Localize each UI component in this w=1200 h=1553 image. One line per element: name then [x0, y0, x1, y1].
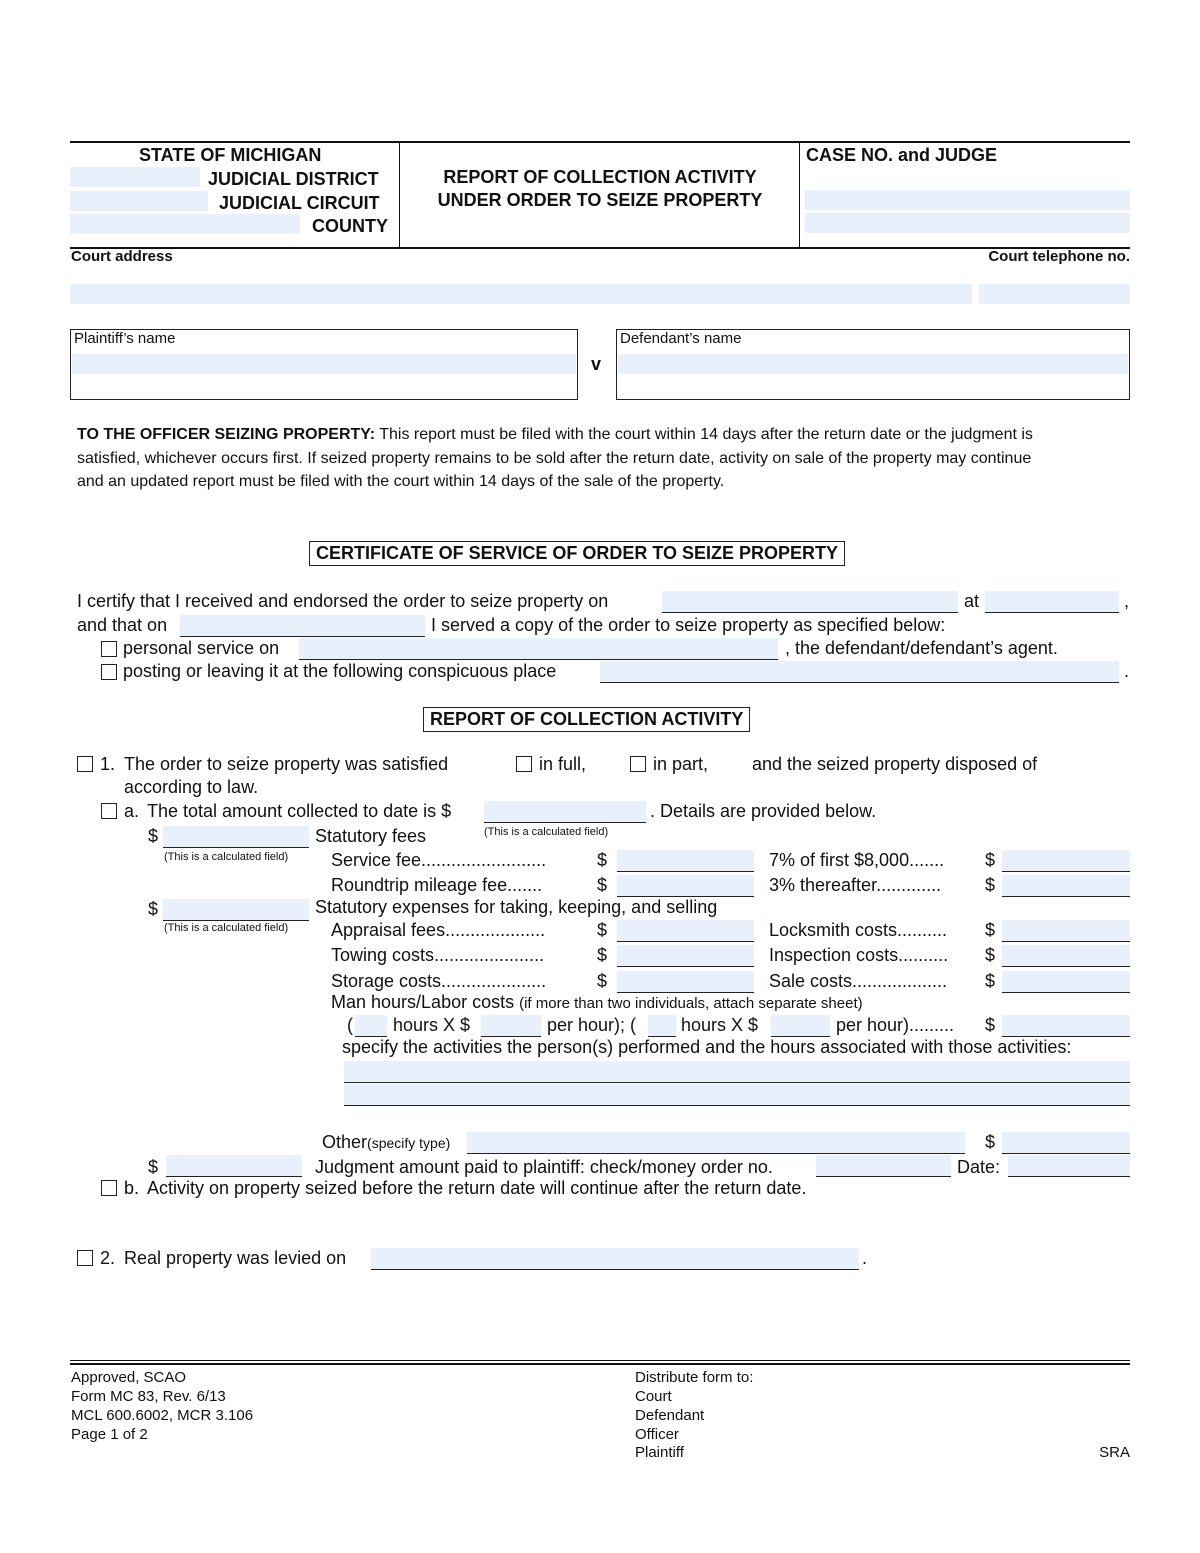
case-no-field[interactable]	[805, 190, 1130, 210]
court-address-label: Court address	[71, 248, 173, 265]
item2-checkbox[interactable]	[77, 1250, 93, 1266]
case-no-label: CASE NO. and JUDGE	[806, 145, 998, 165]
activities-field-2[interactable]	[344, 1084, 1130, 1106]
roundtrip-label: Roundtrip mileage fee.......	[331, 875, 543, 895]
statutory-fees-total-field[interactable]	[163, 826, 309, 848]
personal-service-label: personal service on	[123, 638, 280, 658]
county-field[interactable]	[70, 214, 300, 234]
seven-pct-field[interactable]	[1002, 850, 1130, 872]
man-hours-text: Man hours/Labor costs	[331, 992, 515, 1012]
appraisal-label: Appraisal fees....................	[331, 920, 546, 940]
hours-x-2: hours X $	[681, 1015, 759, 1035]
item2-tail: .	[862, 1248, 868, 1268]
cert-at-label: at	[964, 591, 980, 611]
service-fee-dollar: $	[597, 850, 608, 870]
footer-code: SRA	[1099, 1444, 1130, 1461]
rate-2-field[interactable]	[771, 1015, 830, 1037]
posting-checkbox[interactable]	[101, 664, 117, 680]
footer-mcl: MCL 600.6002, MCR 3.106	[71, 1407, 254, 1424]
instructions-line1	[77, 426, 1033, 444]
cert-comma: ,	[1124, 591, 1130, 611]
sale-label: Sale costs...................	[769, 971, 948, 991]
district-number-field[interactable]	[70, 167, 200, 187]
other-note: (specify type)	[367, 1135, 451, 1151]
in-part-checkbox[interactable]	[630, 756, 646, 772]
footer-dist-plaintiff: Plaintiff	[635, 1444, 684, 1461]
judgment-amount-field[interactable]	[166, 1155, 302, 1177]
judgment-label: Judgment amount paid to plaintiff: check/money order no.	[315, 1157, 773, 1177]
hours-1-field[interactable]	[355, 1015, 387, 1037]
total-collected-field[interactable]	[484, 801, 646, 823]
hours-2-field[interactable]	[648, 1015, 676, 1037]
hours-open-paren: (	[347, 1015, 353, 1035]
service-fee-label: Service fee.........................	[331, 850, 547, 870]
posting-tail: .	[1124, 661, 1130, 681]
statutory-fees-calc-note: (This is a calculated field)	[164, 851, 289, 863]
per-hour-2: per hour).........	[836, 1015, 955, 1035]
state-label: STATE OF MICHIGAN	[139, 145, 322, 165]
judicial-circuit-label: JUDICIAL CIRCUIT	[219, 193, 380, 213]
footer-dist-officer: Officer	[635, 1426, 679, 1443]
item1-line2: according to law.	[124, 777, 259, 797]
item1-checkbox[interactable]	[77, 756, 93, 772]
inspection-field[interactable]	[1002, 945, 1130, 967]
plaintiff-name-field[interactable]	[72, 354, 576, 374]
form-title-line1: REPORT OF COLLECTION ACTIVITY	[443, 167, 757, 187]
roundtrip-field[interactable]	[617, 875, 754, 897]
statutory-expenses-total-field[interactable]	[163, 899, 309, 921]
plaintiff-label: Plaintiff’s name	[74, 330, 176, 347]
cert-line1-text: I certify that I received and endorsed the order to seize property on	[77, 591, 609, 611]
judgment-dollar: $	[148, 1157, 159, 1177]
footer-dist-court: Court	[635, 1388, 672, 1405]
storage-field[interactable]	[617, 971, 754, 993]
certificate-heading: CERTIFICATE OF SERVICE OF ORDER TO SEIZE PROPERTY	[309, 541, 845, 566]
report-heading: REPORT OF COLLECTION ACTIVITY	[423, 707, 750, 732]
plaintiff-name-field-2[interactable]	[72, 376, 576, 396]
personal-service-checkbox[interactable]	[101, 641, 117, 657]
statutory-expenses-calc-note: (This is a calculated field)	[164, 922, 289, 934]
service-fee-field[interactable]	[617, 850, 754, 872]
instructions-text1: This report must be filed with the court within 14 days after the return date or the judgment is	[379, 426, 1033, 443]
other-label	[322, 1132, 450, 1153]
footer-distribute: Distribute form to:	[635, 1369, 754, 1386]
form-title-line2: UNDER ORDER TO SEIZE PROPERTY	[437, 190, 763, 210]
in-full-checkbox[interactable]	[516, 756, 532, 772]
footer-rule-1	[70, 1360, 1130, 1361]
towing-label: Towing costs......................	[331, 945, 545, 965]
item2-text: Real property was levied on	[124, 1248, 347, 1268]
in-part-label: in part,	[653, 754, 709, 774]
item1a-text: The total amount collected to date is $	[147, 801, 452, 821]
three-pct-label: 3% thereafter.............	[769, 875, 942, 895]
statutory-expenses-dollar: $	[148, 899, 159, 919]
appraisal-dollar: $	[597, 920, 608, 940]
labor-total-field[interactable]	[1002, 1015, 1130, 1037]
man-hours-note: (if more than two individuals, attach separate sheet)	[519, 995, 863, 1012]
judgment-date-field[interactable]	[1008, 1155, 1130, 1177]
statutory-fees-label: Statutory fees	[315, 826, 427, 846]
defendant-label: Defendant’s name	[620, 330, 742, 347]
judgment-date-label: Date:	[957, 1157, 1001, 1177]
footer-rule-2	[70, 1363, 1130, 1365]
header-top-rule	[70, 141, 1130, 143]
towing-field[interactable]	[617, 945, 754, 967]
item1-number: 1.	[100, 754, 116, 774]
footer-approved: Approved, SCAO	[71, 1369, 187, 1386]
towing-dollar: $	[597, 945, 608, 965]
instructions-lead: TO THE OFFICER SEIZING PROPERTY:	[77, 426, 376, 443]
storage-dollar: $	[597, 971, 608, 991]
statutory-fees-dollar: $	[148, 826, 159, 846]
statutory-expenses-label: Statutory expenses for taking, keeping, and selling	[315, 897, 718, 917]
activities-field-1[interactable]	[344, 1061, 1130, 1083]
sale-dollar: $	[985, 971, 996, 991]
inspection-label: Inspection costs..........	[769, 945, 949, 965]
judge-field[interactable]	[805, 213, 1130, 233]
other-text: Other	[322, 1132, 368, 1152]
sale-field[interactable]	[1002, 971, 1130, 993]
item1b-label: b.	[124, 1178, 140, 1198]
per-hour-1: per hour); (	[547, 1015, 637, 1035]
man-hours-label	[331, 992, 863, 1013]
personal-service-field[interactable]	[299, 638, 778, 660]
served-date-field[interactable]	[180, 615, 425, 637]
in-full-label: in full,	[539, 754, 587, 774]
court-telephone-field[interactable]	[979, 284, 1130, 304]
judicial-district-label: JUDICIAL DISTRICT	[208, 169, 379, 189]
roundtrip-dollar: $	[597, 875, 608, 895]
three-pct-field[interactable]	[1002, 875, 1130, 897]
storage-label: Storage costs.....................	[331, 971, 547, 991]
seven-pct-label: 7% of first $8,000.......	[769, 850, 945, 870]
rate-1-field[interactable]	[481, 1015, 541, 1037]
item1b-checkbox[interactable]	[101, 1180, 117, 1196]
check-number-field[interactable]	[816, 1155, 951, 1177]
endorsed-time-field[interactable]	[985, 591, 1119, 613]
footer-form-number: Form MC 83, Rev. 6/13	[71, 1388, 226, 1405]
versus-label: v	[591, 354, 602, 374]
cert-line2-tail: I served a copy of the order to seize property as specified below:	[431, 615, 946, 635]
endorsed-date-field[interactable]	[662, 591, 958, 613]
specify-activities-label: specify the activities the person(s) performed and the hours associated with those activities:	[342, 1037, 1072, 1057]
defendant-name-field[interactable]	[618, 354, 1128, 374]
item2-number: 2.	[100, 1248, 116, 1268]
inspection-dollar: $	[985, 945, 996, 965]
locksmith-dollar: $	[985, 920, 996, 940]
court-address-field[interactable]	[70, 284, 972, 304]
posting-label: posting or leaving it at the following conspicuous place	[123, 661, 557, 681]
item1b-text: Activity on property seized before the return date will continue after the return date.	[147, 1178, 807, 1198]
three-pct-dollar: $	[985, 875, 996, 895]
locksmith-label: Locksmith costs..........	[769, 920, 948, 940]
footer-page: Page 1 of 2	[71, 1426, 148, 1443]
circuit-number-field[interactable]	[70, 191, 208, 211]
total-collected-calc-note: (This is a calculated field)	[484, 826, 609, 838]
instructions-line3: and an updated report must be filed with the court within 14 days of the sale of the property.	[77, 473, 725, 490]
personal-service-tail: , the defendant/defendant’s agent.	[785, 638, 1058, 658]
item1-tail: and the seized property disposed of	[752, 754, 1038, 774]
other-dollar: $	[985, 1132, 996, 1152]
instructions-line2: satisfied, whichever occurs first. If seized property remains to be sold after the return date, activity on sale of the property may continue	[77, 450, 1032, 467]
locksmith-field[interactable]	[1002, 920, 1130, 942]
header-bottom-rule	[70, 247, 1130, 249]
item1-text: The order to seize property was satisfied	[124, 754, 449, 774]
other-type-field[interactable]	[467, 1132, 965, 1154]
cert-line2-text: and that on	[77, 615, 168, 635]
item1a-checkbox[interactable]	[101, 803, 117, 819]
item1a-tail: . Details are provided below.	[650, 801, 877, 821]
county-label: COUNTY	[312, 216, 388, 236]
appraisal-field[interactable]	[617, 920, 754, 942]
other-amount-field[interactable]	[1002, 1132, 1130, 1154]
item1a-label: a.	[124, 801, 140, 821]
labor-dollar: $	[985, 1015, 996, 1035]
posting-place-field[interactable]	[600, 661, 1119, 683]
footer-dist-defendant: Defendant	[635, 1407, 705, 1424]
court-telephone-label: Court telephone no.	[988, 248, 1130, 265]
hours-x-1: hours X $	[393, 1015, 471, 1035]
seven-pct-dollar: $	[985, 850, 996, 870]
real-property-field[interactable]	[371, 1248, 859, 1270]
